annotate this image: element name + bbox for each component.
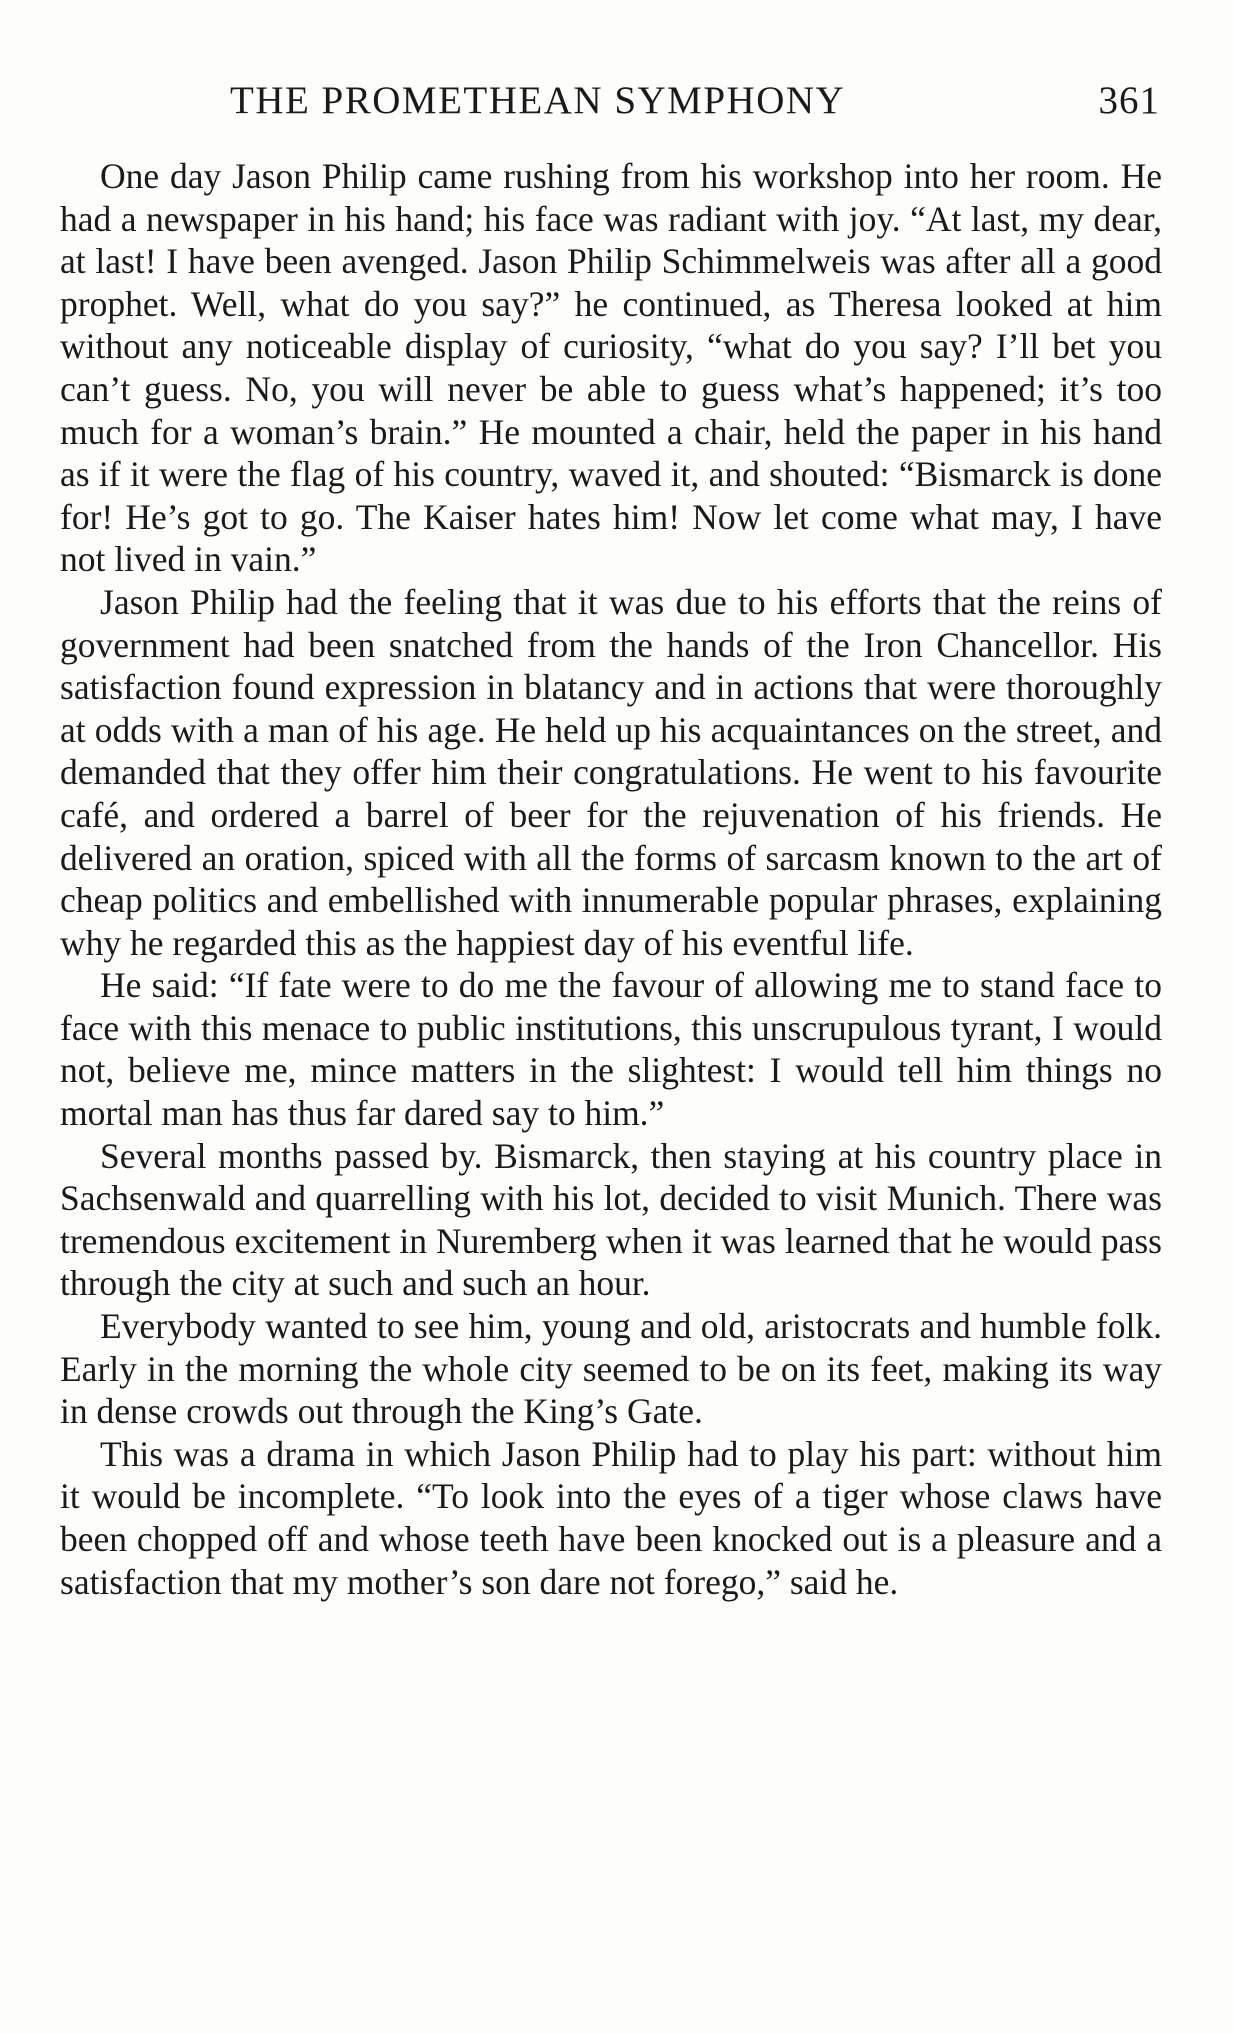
paragraph: Everybody wanted to see him, young and old, aristocrats and humble folk. Early in the morning the whole city seemed to be on its feet, making its way in dense crowds out through the King’s Gate. [60, 1306, 1162, 1432]
running-title: THE PROMETHEAN SYMPHONY [230, 79, 846, 122]
paragraph: This was a drama in which Jason Philip had to play his part: without him it would be incomplete. “To look into the eyes of a tiger whose claws have been chopped off and whose teeth have been knocked out is a pleasure and a satisfaction that my mother’s son dare not forego,” said he. [60, 1433, 1162, 1602]
paragraph: One day Jason Philip came rushing from his workshop into her room. He had a newspaper in his hand; his face was radiant with joy. “At last, my dear, at last! I have been avenged. Jason Philip Schimmelweis was after all a good prophet. Well, what do you say?” he continued, as Theresa looked at him without any noticeable display of curiosity, “what do you say? I’ll bet you can’t guess. No, you will never be able to guess what’s happened; it’s too much for a woman’s brain.” He mounted a chair, held the paper in his hand as if it were the flag of his country, waved it, and shouted: “Bismarck is done for! He’s got to go. The Kaiser hates him! Now let come what may, I have not lived in vain.” [60, 156, 1162, 580]
paragraph: Jason Philip had the feeling that it was due to his efforts that the reins of government had been snatched from the hands of the Iron Chancellor. His satisfaction found expression in blatancy and in actions that were thoroughly at odds with a man of his age. He held up his acquaintances on the street, and demanded that they offer him their congratulations. He went to his favourite café, and ordered a barrel of beer for the rejuvenation of his friends. He delivered an oration, spiced with all the forms of sarcasm known to the art of cheap politics and embellished with innumerable popular phrases, explaining why he regarded this as the happiest day of his eventful life. [60, 581, 1162, 963]
page-number: 361 [1098, 79, 1160, 122]
paragraph: Several months passed by. Bismarck, then staying at his country place in Sachsenwald and quarrelling with his lot, decided to visit Munich. There was tremendous excitement in Nuremberg when it was learned that he would pass through the city at such and such an hour. [60, 1135, 1162, 1304]
body-text [60, 155, 1162, 1603]
paragraph: He said: “If fate were to do me the favour of allowing me to stand face to face with this menace to public institutions, this unscrupulous tyrant, I would not, believe me, mince matters in the slightest: I would tell him things no mortal man has thus far dared say to him.” [60, 965, 1162, 1134]
running-head [230, 78, 1160, 128]
